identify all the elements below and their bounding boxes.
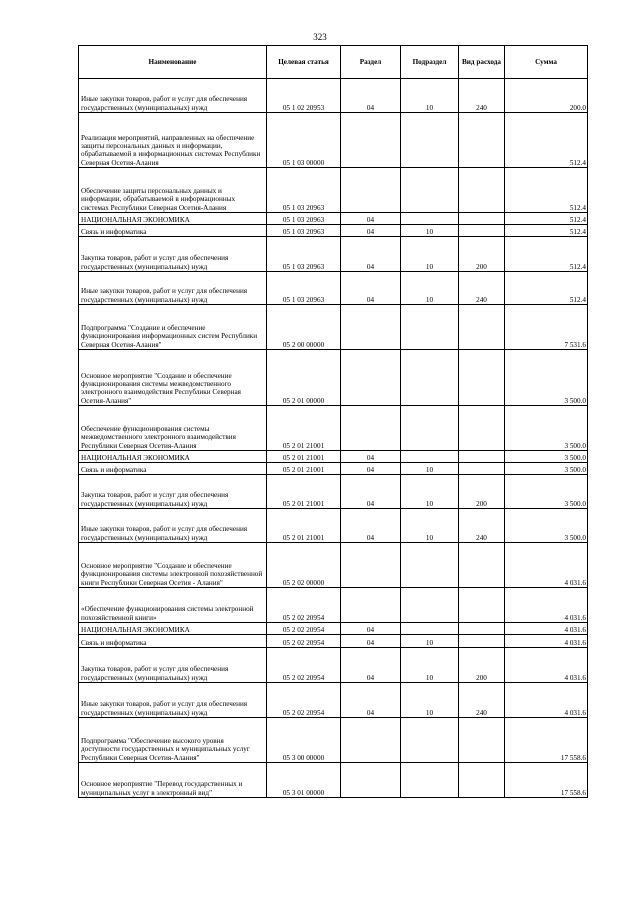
- budget-table: [78, 45, 588, 798]
- table-row: [79, 648, 588, 683]
- cell-sum: 17 558.6: [505, 718, 588, 763]
- cell-target-article: 05 2 01 00000: [267, 350, 341, 406]
- cell-subsection: [401, 168, 459, 213]
- cell-sum: 3 500.0: [505, 509, 588, 543]
- cell-expense-type: [459, 168, 505, 213]
- table-row: [79, 406, 588, 451]
- cell-name: Закупка товаров, работ и услуг для обеспечения государственных (муниципальных) нужд: [79, 475, 267, 509]
- cell-target-article: 05 1 03 20963: [267, 213, 341, 225]
- cell-sum: 512.4: [505, 237, 588, 272]
- cell-subsection: [401, 763, 459, 798]
- cell-section: 04: [341, 225, 401, 237]
- table-row: [79, 213, 588, 225]
- cell-subsection: [401, 718, 459, 763]
- cell-section: 04: [341, 648, 401, 683]
- cell-subsection: [401, 305, 459, 350]
- cell-section: 04: [341, 213, 401, 225]
- cell-subsection: [401, 451, 459, 463]
- page-number: 323: [313, 32, 327, 42]
- cell-name: Реализация мероприятий, направленных на обеспечение защиты персональных данных и информации, обрабатываемой в информационных системах Республики Северная Осетия-Алания: [79, 113, 267, 168]
- table-row: [79, 168, 588, 213]
- cell-expense-type: [459, 350, 505, 406]
- cell-sum: 512.4: [505, 113, 588, 168]
- cell-target-article: 05 1 03 00000: [267, 113, 341, 168]
- table-row: [79, 225, 588, 237]
- cell-name: Иные закупки товаров, работ и услуг для обеспечения государственных (муниципальных) нужд: [79, 79, 267, 113]
- cell-expense-type: [459, 213, 505, 225]
- table-row: [79, 237, 588, 272]
- cell-sum: 4 031.6: [505, 683, 588, 718]
- table-row: [79, 350, 588, 406]
- cell-name: НАЦИОНАЛЬНАЯ ЭКОНОМИКА: [79, 451, 267, 463]
- cell-sum: 4 031.6: [505, 623, 588, 635]
- cell-section: 04: [341, 683, 401, 718]
- cell-subsection: [401, 543, 459, 588]
- cell-sum: 3 500.0: [505, 350, 588, 406]
- cell-subsection: 10: [401, 237, 459, 272]
- header-name: Наименование: [79, 46, 267, 79]
- cell-section: 04: [341, 623, 401, 635]
- cell-expense-type: [459, 305, 505, 350]
- cell-section: [341, 406, 401, 451]
- table-row: [79, 113, 588, 168]
- cell-subsection: [401, 588, 459, 623]
- header-subsection: Подраздел: [401, 46, 459, 79]
- cell-target-article: 05 2 00 00000: [267, 305, 341, 350]
- cell-expense-type: [459, 623, 505, 635]
- cell-expense-type: 240: [459, 79, 505, 113]
- cell-expense-type: [459, 225, 505, 237]
- cell-section: [341, 350, 401, 406]
- cell-name: Подпрограмма "Обеспечение высокого уровня доступности государственных и муниципальных услуг Республики Северная Осетия-Алания": [79, 718, 267, 763]
- cell-expense-type: [459, 463, 505, 475]
- cell-sum: 200.0: [505, 79, 588, 113]
- cell-name: Закупка товаров, работ и услуг для обеспечения государственных (муниципальных) нужд: [79, 648, 267, 683]
- cell-expense-type: [459, 588, 505, 623]
- cell-target-article: 05 1 02 20953: [267, 79, 341, 113]
- table-header-row: [79, 46, 588, 79]
- cell-subsection: [401, 406, 459, 451]
- cell-sum: 4 031.6: [505, 648, 588, 683]
- cell-target-article: 05 1 03 20963: [267, 237, 341, 272]
- cell-subsection: 10: [401, 648, 459, 683]
- cell-target-article: 05 2 01 21001: [267, 451, 341, 463]
- cell-expense-type: [459, 763, 505, 798]
- table-row: [79, 635, 588, 648]
- cell-expense-type: 240: [459, 683, 505, 718]
- table-row: [79, 718, 588, 763]
- cell-target-article: 05 2 01 21001: [267, 406, 341, 451]
- cell-target-article: 05 3 00 00000: [267, 718, 341, 763]
- table-row: [79, 683, 588, 718]
- cell-name: Связь и информатика: [79, 463, 267, 475]
- table-row: [79, 463, 588, 475]
- cell-name: Основное мероприятие "Перевод государственных и муниципальных услуг в электронный вид": [79, 763, 267, 798]
- cell-section: [341, 588, 401, 623]
- table-row: [79, 588, 588, 623]
- cell-sum: 4 031.6: [505, 635, 588, 648]
- cell-subsection: 10: [401, 79, 459, 113]
- cell-target-article: 05 2 02 20954: [267, 623, 341, 635]
- cell-name: Иные закупки товаров, работ и услуг для обеспечения государственных (муниципальных) нужд: [79, 683, 267, 718]
- cell-section: [341, 718, 401, 763]
- cell-name: Подпрограмма "Создание и обеспечение функционирования информационных систем Республики Северная Осетия-Алания": [79, 305, 267, 350]
- table-row: [79, 272, 588, 305]
- cell-subsection: [401, 213, 459, 225]
- cell-subsection: [401, 623, 459, 635]
- cell-sum: 3 500.0: [505, 463, 588, 475]
- cell-expense-type: 240: [459, 272, 505, 305]
- cell-section: [341, 305, 401, 350]
- cell-name: Обеспечение защиты персональных данных и информации, обрабатываемой в информационных системах Республики Северная Осетия-Алания: [79, 168, 267, 213]
- cell-section: 04: [341, 475, 401, 509]
- cell-target-article: 05 2 02 20954: [267, 588, 341, 623]
- cell-sum: 512.4: [505, 272, 588, 305]
- cell-target-article: 05 1 03 20963: [267, 225, 341, 237]
- table-row: [79, 543, 588, 588]
- table-body: [79, 79, 588, 798]
- cell-name: Обеспечение функционирования системы межведомственного электронного взаимодействия Республики Северная Осетия-Алания: [79, 406, 267, 451]
- cell-target-article: 05 2 02 20954: [267, 648, 341, 683]
- cell-sum: 3 500.0: [505, 475, 588, 509]
- header-target-article: Целевая статья: [267, 46, 341, 79]
- cell-section: 04: [341, 272, 401, 305]
- cell-sum: 7 531.6: [505, 305, 588, 350]
- cell-target-article: 05 2 02 00000: [267, 543, 341, 588]
- cell-section: [341, 168, 401, 213]
- cell-name: НАЦИОНАЛЬНАЯ ЭКОНОМИКА: [79, 213, 267, 225]
- cell-sum: 4 031.6: [505, 543, 588, 588]
- table-row: [79, 763, 588, 798]
- cell-section: 04: [341, 237, 401, 272]
- cell-sum: 17 558.6: [505, 763, 588, 798]
- cell-sum: 512.4: [505, 225, 588, 237]
- cell-expense-type: [459, 543, 505, 588]
- cell-target-article: 05 1 03 20963: [267, 168, 341, 213]
- cell-name: Основное мероприятие "Создание и обеспечение функционирования системы электронной похозяйственной книги Республики Северная Осетия - Алания": [79, 543, 267, 588]
- cell-subsection: 10: [401, 635, 459, 648]
- cell-name: Иные закупки товаров, работ и услуг для обеспечения государственных (муниципальных) нужд: [79, 272, 267, 305]
- cell-sum: 3 500.0: [505, 406, 588, 451]
- cell-name: Основное мероприятие "Создание и обеспечение функционирования системы межведомственного электронного взаимодействия Республики Северная Осетия-Алания": [79, 350, 267, 406]
- cell-expense-type: [459, 113, 505, 168]
- cell-section: 04: [341, 451, 401, 463]
- cell-target-article: 05 2 01 21001: [267, 463, 341, 475]
- cell-expense-type: 200: [459, 475, 505, 509]
- cell-name: Закупка товаров, работ и услуг для обеспечения государственных (муниципальных) нужд: [79, 237, 267, 272]
- cell-section: [341, 543, 401, 588]
- header-sum: Сумма: [505, 46, 588, 79]
- header-expense-type: Вид расхода: [459, 46, 505, 79]
- cell-subsection: [401, 113, 459, 168]
- table-row: [79, 305, 588, 350]
- cell-name: «Обеспечение функционирования системы электронной похозяйственной книги»: [79, 588, 267, 623]
- cell-sum: 3 500.0: [505, 451, 588, 463]
- cell-sum: 512.4: [505, 168, 588, 213]
- cell-subsection: 10: [401, 509, 459, 543]
- table-row: [79, 509, 588, 543]
- cell-section: 04: [341, 509, 401, 543]
- cell-target-article: 05 1 03 20963: [267, 272, 341, 305]
- table-row: [79, 623, 588, 635]
- cell-name: Связь и информатика: [79, 225, 267, 237]
- cell-sum: 4 031.6: [505, 588, 588, 623]
- cell-expense-type: [459, 718, 505, 763]
- cell-expense-type: 200: [459, 237, 505, 272]
- cell-target-article: 05 2 02 20954: [267, 635, 341, 648]
- cell-subsection: 10: [401, 475, 459, 509]
- cell-name: Иные закупки товаров, работ и услуг для обеспечения государственных (муниципальных) нужд: [79, 509, 267, 543]
- cell-target-article: 05 2 02 20954: [267, 683, 341, 718]
- cell-section: 04: [341, 79, 401, 113]
- cell-subsection: 10: [401, 225, 459, 237]
- cell-expense-type: [459, 406, 505, 451]
- cell-target-article: 05 2 01 21001: [267, 475, 341, 509]
- cell-name: НАЦИОНАЛЬНАЯ ЭКОНОМИКА: [79, 623, 267, 635]
- cell-sum: 512.4: [505, 213, 588, 225]
- cell-expense-type: [459, 635, 505, 648]
- cell-name: Связь и информатика: [79, 635, 267, 648]
- cell-subsection: 10: [401, 683, 459, 718]
- cell-section: 04: [341, 635, 401, 648]
- cell-section: [341, 113, 401, 168]
- cell-section: 04: [341, 463, 401, 475]
- table-row: [79, 475, 588, 509]
- cell-expense-type: 200: [459, 648, 505, 683]
- table-row: [79, 451, 588, 463]
- header-section: Раздел: [341, 46, 401, 79]
- cell-expense-type: [459, 451, 505, 463]
- cell-target-article: 05 3 01 00000: [267, 763, 341, 798]
- cell-subsection: [401, 350, 459, 406]
- cell-target-article: 05 2 01 21001: [267, 509, 341, 543]
- cell-expense-type: 240: [459, 509, 505, 543]
- table-row: [79, 79, 588, 113]
- cell-subsection: 10: [401, 272, 459, 305]
- cell-subsection: 10: [401, 463, 459, 475]
- cell-section: [341, 763, 401, 798]
